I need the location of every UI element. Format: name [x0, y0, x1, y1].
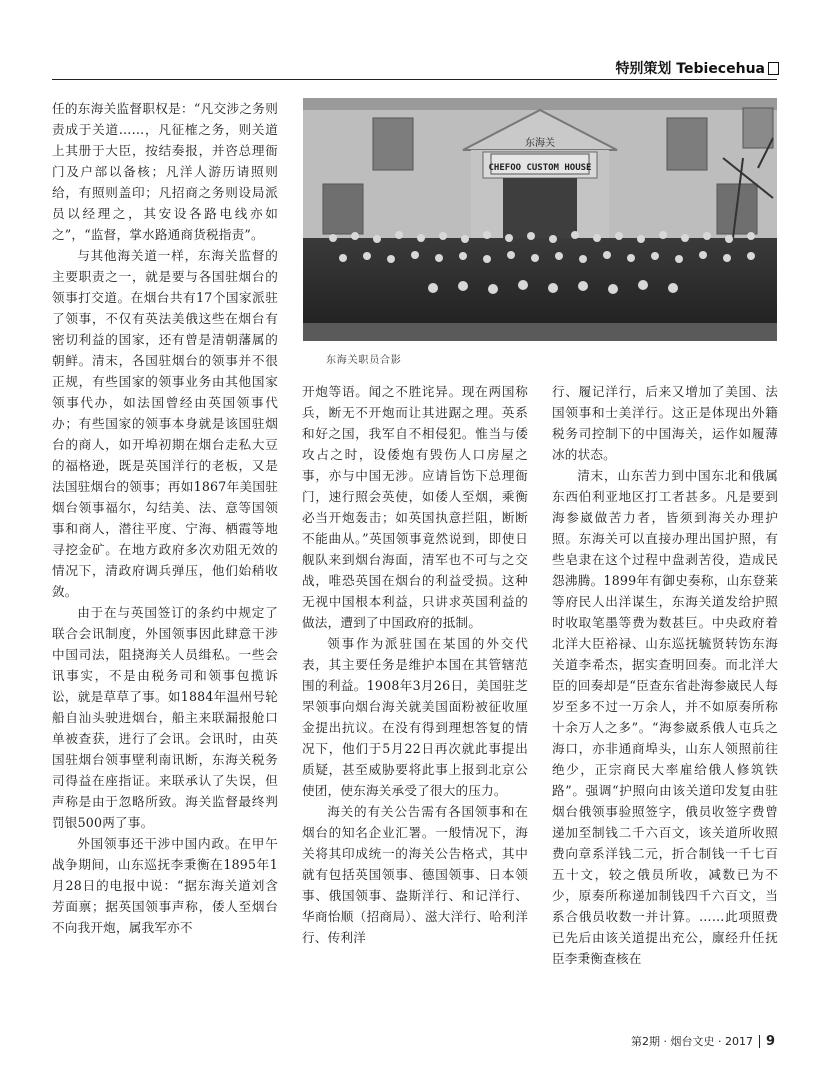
photo-sign-en: CHEFOO CUSTOM HOUSE	[488, 163, 592, 173]
section-title: 特别策划 Tebiecehua	[615, 61, 765, 77]
text-column-3	[552, 381, 778, 969]
text-column-1	[52, 98, 278, 938]
header-rule	[52, 79, 777, 80]
page-number: 9	[765, 1033, 775, 1049]
page-footer	[631, 1033, 775, 1049]
section-header	[615, 58, 779, 78]
footer-divider	[759, 1035, 760, 1048]
paragraph: 任的东海关监督职权是：“凡交涉之务则责成于关道……，凡征榷之务，则关道上其册于大臣，按结奏报，并咨总理衙门及户部以备核；凡洋人游历请照则给，有照则盖印；凡招商之务则设局派员以经理之，其安设各路电线亦如之”，“监督，掌水路通商货税指责”。	[52, 101, 278, 242]
photo-sign: 东海关	[525, 138, 555, 149]
paragraph: 海关的有关公告需有各国领事和在烟台的知名企业汇署。一般情况下，海关将其印成统一的海关公告格式，其中就有包括英国领事、德国领事、日本领事、俄国领事、盎斯洋行、和记洋行、华商怡顺（招商局）、滋大洋行、哈利洋行、传利洋	[302, 804, 528, 945]
paragraph: 清末，山东苦力到中国东北和俄属东西伯利亚地区打工者甚多。凡是要到海参崴做苦力者，皆须到海关办理护照。东海关可以直接办理出国护照，有些皂隶在这个过程中盘剥苦役，造成民怨沸腾。1899年有御史奏称，山东登莱等府民人出洋谋生，东海关道发给护照时收取笔墨等费为数甚巨。中央政府着北洋大臣裕禄、山东巡抚毓贤转饬东海关道李希杰，据实查明回奏。而北洋大臣的回奏却是“臣查东省赴海参崴民人每岁至多不过一万余人，并不如原奏所称十余万人之多”。“海参崴系俄人屯兵之海口，亦非通商埠头，山东人领照前往绝少，正宗商民大率雇给俄人修筑铁路”。强调“护照向由该关道印发复由驻烟台俄领事验照签字，俄员收签字费曾递加至制钱二千六百文，该关道所收照费向章系洋钱二元，折合制钱一千七百五十文，较之俄员所收，减数已为不少，原奏所称递加制钱四千六百文，当系合俄员收数一并计算。……此项照费已先后由该关道提出充公，廪经升任抚臣李秉衡查核在	[552, 468, 778, 966]
issue-info: 第2期 · 烟台文史 · 2017	[630, 1035, 753, 1048]
paragraph: 外国领事还干涉中国内政。在甲午战争期间，山东巡抚李秉衡在1895年1月28日的电报中说：“据东海关道刘含芳面禀；据英国领事声称，倭人至烟台不向我开炮，属我军亦不	[52, 836, 278, 935]
group-photo	[303, 98, 777, 341]
paragraph: 与其他海关道一样，东海关监督的主要职责之一，就是要与各国驻烟台的领事打交道。在烟台共有17个国家派驻了领事，不仅有英法美俄这些在烟台有密切利益的国家，还有曾是清朝藩属的朝鲜。清末，各国驻烟台的领事并不很正规，有些国家的领事业务由其他国家领事代办，如法国曾经由英国领事代办；有些国家的领事本身就是该国驻烟台的商人，如开埠初期在烟台走私大豆的福格逊，既是英国洋行的老板，又是法国驻烟台的领事；再如1867年美国驻烟台领事福尔，勾结美、法、意等国领事和商人，潜往平度、宁海、栖霞等地寻挖金矿。在地方政府多次劝阻无效的情况下，清政府调兵弹压，他们始稍收敛。	[52, 248, 278, 599]
paragraph: 由于在与英国签订的条约中规定了联合会讯制度，外国领事因此肆意干涉中国司法，阻挠海关人员缉私。一些会讯事实，不是由税务司和领事包揽诉讼，就是草草了事。如1884年温州号轮船自汕头驶进烟台，船主来联漏报舱口单被查获，进行了会讯。会讯时，由英国驻烟台领事壁利南讯断，东海关税务司得益在座指证。来联承认了失误，但声称是由于忽略所致。海关监督最终判罚银500两了事。	[52, 605, 278, 830]
photo-caption: 东海关职员合影	[326, 355, 402, 366]
text-column-2	[302, 381, 528, 948]
paragraph: 领事作为派驻国在某国的外交代表，其主要任务是维护本国在其管辖范围的利益。1908年3月26日，美国驻芝罘领事向烟台海关就美国面粉被征收厘金提出抗议。在没有得到理想答复的情况下，他们于5月22日再次就此事提出质疑，甚至威胁要将此事上报到北京公使团，使东海关承受了很大的压力。	[302, 636, 528, 798]
square-icon	[768, 62, 779, 75]
paragraph: 开炮等语。闻之不胜诧异。现在两国称兵，断无不开炮而让其进踞之理。英系和好之国，我军自不相侵犯。惟当与倭攻占之时，设倭炮有毁伤人口房屋之事，亦与中国无涉。应请旨饬下总理衙门，速行照会英使，如倭人至烟，乘衡必当开炮轰击；如英国执意拦阻，断断不能曲从。”英国领事竟然说到，即使日舰队来到烟台海面，清军也不可与之交战，唯恐英国在烟台的利益受损。这种无视中国根本利益，只讲求英国利益的做法，遭到了中国政府的抵制。	[302, 384, 528, 630]
paragraph: 行、履记洋行，后来又增加了美国、法国领事和士美洋行。这正是体现出外籍税务司控制下的中国海关，运作如履薄冰的状态。	[552, 384, 778, 462]
